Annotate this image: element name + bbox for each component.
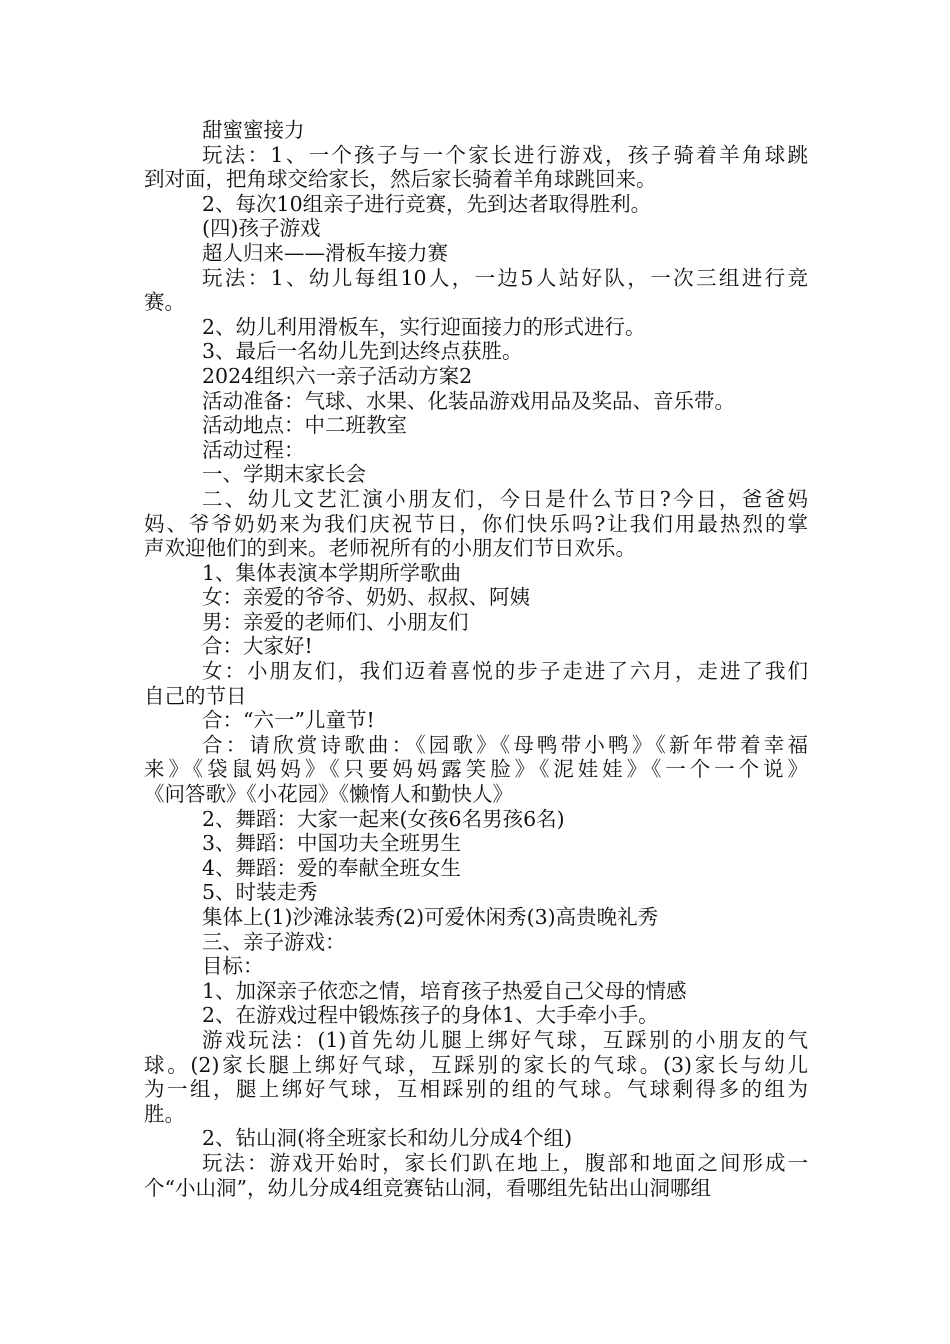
text-line: 来》《袋鼠妈妈》《只要妈妈露笑脸》《泥娃娃》《一个一个说》: [144, 757, 808, 782]
text-line: 妈、爷爷奶奶来为我们庆祝节日，你们快乐吗?让我们用最热烈的掌: [144, 511, 808, 536]
paragraph: [144, 659, 808, 708]
text-line: 到对面，把角球交给家长，然后家长骑着羊角球跳回来。: [144, 167, 657, 192]
paragraph: [144, 708, 808, 733]
text-line: 活动过程：: [202, 437, 305, 462]
text-line: 合：请欣赏诗歌曲：《园歌》《母鸭带小鸭》《新年带着幸福: [202, 732, 808, 757]
paragraph: [144, 954, 808, 979]
text-line: 玩法：1、幼儿每组10人，一边5人站好队，一次三组进行竞: [202, 265, 808, 290]
text-line: 集体上(1)沙滩泳装秀(2)可爱休闲秀(3)高贵晚礼秀: [202, 905, 659, 929]
text-line: 合：大家好!: [202, 634, 313, 659]
text-line: 2、舞蹈：大家一起来(女孩6名男孩6名): [202, 806, 565, 831]
text-line: 三、亲子游戏：: [202, 929, 346, 954]
paragraph: [144, 241, 808, 266]
paragraph: [144, 438, 808, 463]
text-line: 目标：: [202, 954, 264, 979]
text-line: 自己的节日: [144, 683, 247, 708]
text-line: 《问答歌》《小花园》《懒惰人和勤快人》: [144, 782, 513, 807]
text-line: 活动地点：中二班教室: [202, 413, 407, 438]
paragraph: [144, 389, 808, 414]
paragraph: [144, 315, 808, 340]
paragraph: [144, 1126, 808, 1151]
paragraph: [144, 856, 808, 881]
text-line: 3、舞蹈：中国功夫全班男生: [202, 831, 462, 856]
text-line: 个“小山洞”，幼儿分成4组竞赛钻山洞，看哪组先钻出山洞哪组: [144, 1175, 712, 1200]
text-line: 2、幼儿利用滑板车，实行迎面接力的形式进行。: [202, 314, 646, 339]
text-line: 为一组，腿上绑好气球，互相踩别的组的气球。气球剩得多的组为: [144, 1077, 808, 1102]
text-line: 一、学期末家长会: [202, 462, 366, 487]
paragraph: [144, 1028, 808, 1126]
paragraph: [144, 905, 808, 930]
text-line: (四)孩子游戏: [202, 216, 321, 241]
text-line: 球。(2)家长腿上绑好气球，互踩别的家长的气球。(3)家长与幼儿: [144, 1052, 808, 1077]
paragraph: [144, 1151, 808, 1200]
text-line: 声欢迎他们的到来。老师祝所有的小朋友们节日欢乐。: [144, 536, 636, 561]
text-line: 男：亲爱的老师们、小朋友们: [202, 609, 469, 634]
text-line: 玩法：游戏开始时，家长们趴在地上，腹部和地面之间形成一: [202, 1150, 808, 1175]
paragraph: [144, 831, 808, 856]
paragraph: [144, 487, 808, 561]
paragraph: [144, 807, 808, 832]
text-line: 活动准备：气球、水果、化装品游戏用品及奖品、音乐带。: [202, 388, 735, 413]
paragraph: [144, 143, 808, 192]
text-line: 超人归来——滑板车接力赛: [202, 240, 448, 265]
paragraph: [144, 339, 808, 364]
paragraph: [144, 413, 808, 438]
text-line: 4、舞蹈：爱的奉献全班女生: [202, 855, 462, 880]
paragraph: [144, 585, 808, 610]
paragraph: [144, 216, 808, 241]
paragraph: [144, 364, 808, 389]
text-line: 5、时装走秀: [202, 880, 318, 905]
text-line: 游戏玩法：(1)首先幼儿腿上绑好气球，互踩别的小朋友的气: [202, 1027, 808, 1052]
paragraph: [144, 1003, 808, 1028]
text-line: 2、钻山洞(将全班家长和幼儿分成4个组): [202, 1126, 573, 1151]
text-line: 3、最后一名幼儿先到达终点获胜。: [202, 339, 523, 364]
text-line: 二、幼儿文艺汇演小朋友们，今日是什么节日?今日，爸爸妈: [202, 486, 808, 511]
paragraph: [144, 733, 808, 807]
text-line: 2024组织六一亲子活动方案2: [202, 363, 473, 388]
paragraph: [144, 192, 808, 217]
paragraph: [144, 634, 808, 659]
paragraph: [144, 880, 808, 905]
text-line: 甜蜜蜜接力: [202, 118, 305, 142]
paragraph: [144, 561, 808, 586]
paragraph: [144, 118, 808, 143]
text-line: 合：“六一”儿童节!: [202, 708, 375, 733]
text-line: 赛。: [144, 290, 185, 315]
text-line: 1、加深亲子依恋之情，培育孩子热爱自己父母的情感: [202, 978, 687, 1003]
paragraph: [144, 610, 808, 635]
text-line: 胜。: [144, 1101, 185, 1126]
document-body: [144, 118, 808, 1200]
text-line: 1、集体表演本学期所学歌曲: [202, 560, 462, 585]
text-line: 2、每次10组亲子进行竞赛，先到达者取得胜利。: [202, 191, 652, 216]
paragraph: [144, 979, 808, 1004]
paragraph: [144, 462, 808, 487]
paragraph: [144, 930, 808, 955]
text-line: 玩法：1、一个孩子与一个家长进行游戏，孩子骑着羊角球跳: [202, 142, 808, 167]
text-line: 女：亲爱的爷爷、奶奶、叔叔、阿姨: [202, 585, 530, 610]
text-line: 女：小朋友们，我们迈着喜悦的步子走进了六月，走进了我们: [202, 659, 808, 684]
text-line: 2、在游戏过程中锻炼孩子的身体1、大手牵小手。: [202, 1003, 659, 1028]
paragraph: [144, 266, 808, 315]
